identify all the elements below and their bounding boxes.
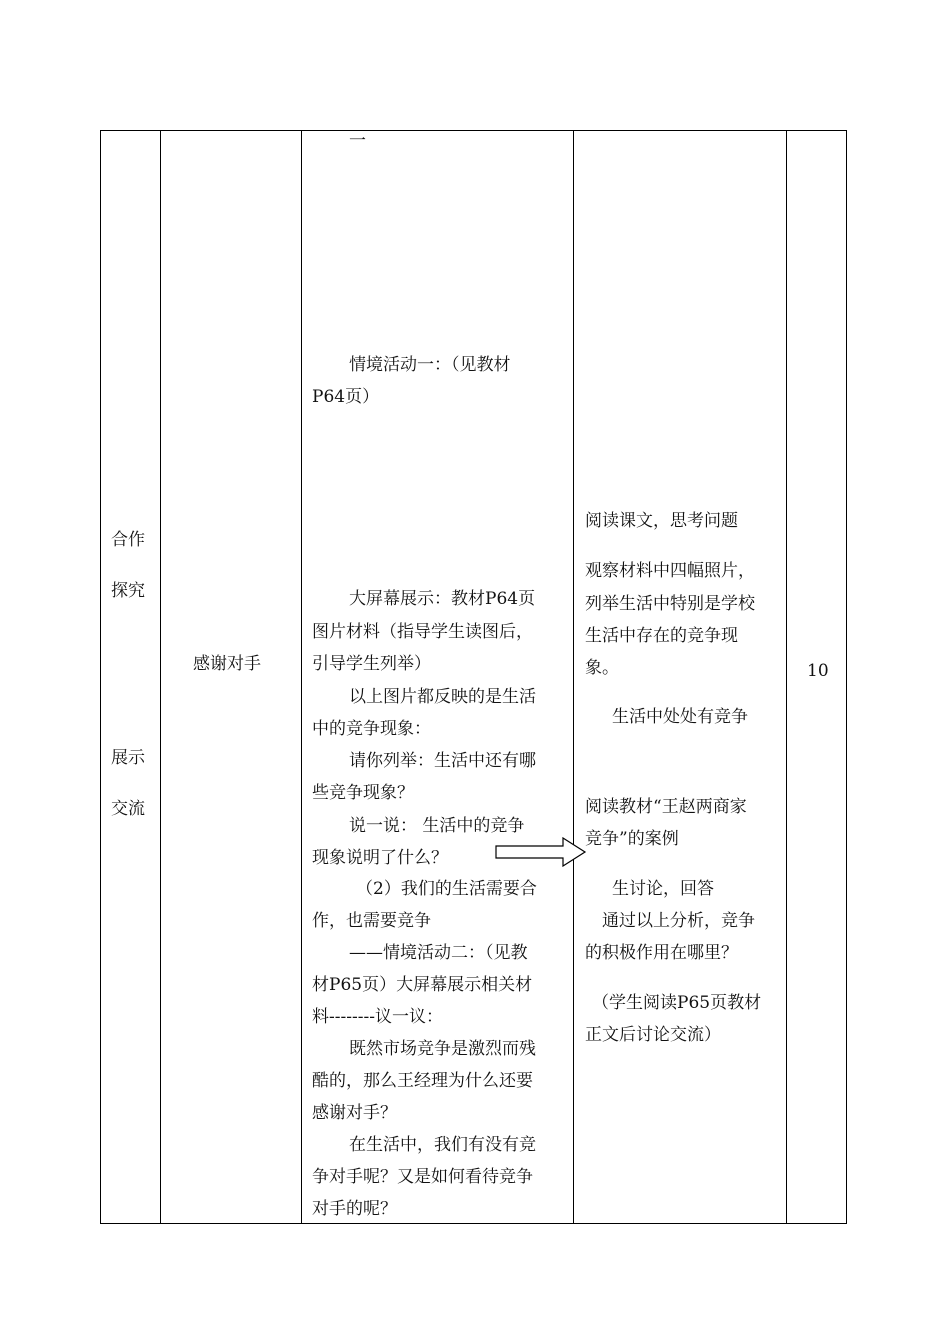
student-read: 阅读课文，思考问题	[585, 511, 738, 531]
teacher-activity1-line: P64页）	[312, 387, 380, 407]
student-note-line: 正文后讨论交流）	[585, 1025, 721, 1045]
teacher-activity2-line: 料--------议一议：	[312, 1007, 443, 1027]
teacher-reflect-line: 以上图片都反映的是生活	[349, 687, 536, 707]
student-observe-line: 象。	[585, 658, 619, 678]
teacher-question2-line: 对手的呢？	[312, 1199, 397, 1219]
teacher-question1-line: 酷的，那么王经理为什么还要	[312, 1071, 533, 1091]
column-divider	[786, 131, 787, 1223]
teacher-reflect-line: 中的竞争现象：	[312, 719, 431, 739]
stage-label-1: 合作	[111, 530, 145, 550]
teacher-say-line: 现象说明了什么？	[312, 848, 448, 868]
lesson-table	[100, 130, 847, 1224]
student-note-line: （学生阅读P65页教材	[592, 993, 762, 1013]
time-minutes: 10	[807, 661, 829, 681]
column-divider	[160, 131, 161, 1223]
teacher-say-line: 说一说： 生活中的竞争	[349, 816, 525, 836]
student-observe-line: 生活中存在的竞争现	[585, 626, 738, 646]
student-discuss: 生讨论，回答	[612, 879, 714, 899]
teacher-list-line: 请你列举：生活中还有哪	[349, 751, 536, 771]
teacher-activity2-line: ——情境活动二：（见教	[349, 943, 528, 963]
teacher-question1-line: 感谢对手？	[312, 1103, 397, 1123]
stage-label-2: 探究	[111, 581, 145, 601]
stage-label-3: 展示	[111, 748, 145, 768]
right-arrow-icon	[495, 837, 587, 867]
student-conclusion: 生活中处处有竞争	[612, 707, 748, 727]
teacher-question2-line: 在生活中，我们有没有竞	[349, 1135, 536, 1155]
student-case-line: 竞争”的案例	[585, 829, 679, 849]
teacher-activity1-line: 情境活动一：（见教材	[349, 355, 511, 375]
teacher-question2-line: 争对手呢？又是如何看待竞争	[312, 1167, 533, 1187]
teacher-screen-line: 引导学生列举）	[312, 654, 431, 674]
teacher-question1-line: 既然市场竞争是激烈而残	[349, 1039, 536, 1059]
topic-title: 感谢对手	[193, 654, 261, 674]
teacher-list-line: 些竞争现象？	[312, 783, 414, 803]
student-case-line: 阅读教材“王赵两商家	[585, 797, 747, 817]
stage-label-4: 交流	[111, 799, 145, 819]
teacher-activity2-line: 材P65页）大屏幕展示相关材	[312, 975, 533, 995]
teacher-part2-line: 作，也需要竞争	[312, 911, 431, 931]
student-analysis-line: 的积极作用在哪里？	[585, 943, 738, 963]
teacher-screen-line: 大屏幕展示：教材P64页	[349, 589, 536, 609]
teacher-dash: 一	[349, 131, 366, 151]
teacher-screen-line: 图片材料（指导学生读图后，	[312, 622, 533, 642]
student-observe-line: 观察材料中四幅照片，	[585, 561, 755, 581]
student-observe-line: 列举生活中特别是学校	[585, 594, 755, 614]
teacher-part2-line: （2）我们的生活需要合	[356, 879, 537, 899]
column-divider	[301, 131, 302, 1223]
student-analysis-line: 通过以上分析，竞争	[602, 911, 755, 931]
